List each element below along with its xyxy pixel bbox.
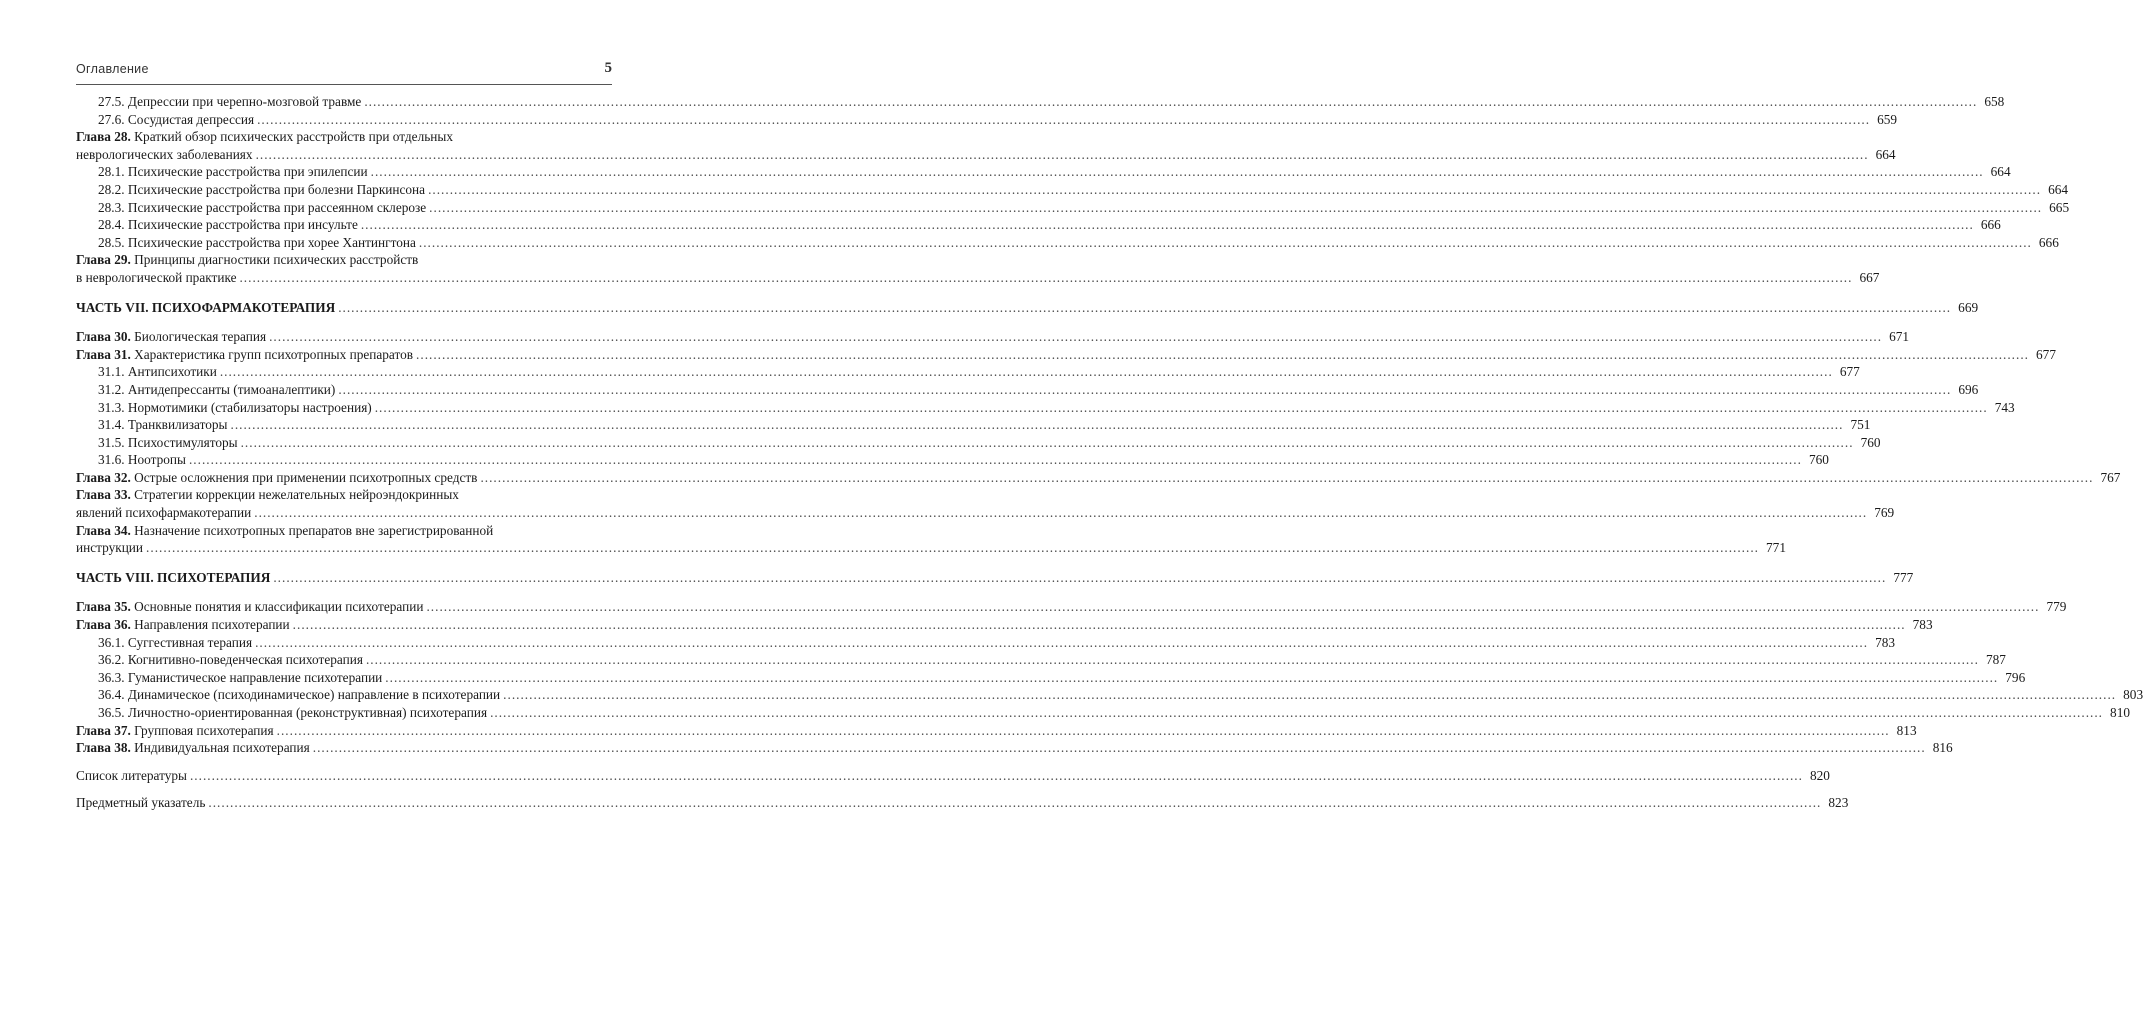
section-number: 28.1. <box>98 164 125 180</box>
toc-entry-text <box>98 669 382 687</box>
dot-leader <box>428 181 2041 199</box>
section-number: 28.3. <box>98 199 125 215</box>
toc-chapter-item[interactable] <box>76 251 1880 286</box>
toc-subsection-item[interactable] <box>76 93 2005 111</box>
toc-entry-text <box>76 346 413 364</box>
toc-entry-text <box>76 739 310 757</box>
dot-leader <box>490 704 2103 722</box>
dot-leader <box>375 399 1988 417</box>
toc-subsection-item[interactable] <box>76 199 2070 217</box>
dot-leader <box>429 199 2042 217</box>
section-title: Психические расстройства при рассеянном склерозе <box>127 199 427 215</box>
toc-entry-text <box>98 704 487 722</box>
chapter-label: Глава 31. <box>76 346 131 362</box>
toc-entry-text <box>76 598 423 616</box>
toc-line <box>76 616 1933 634</box>
toc-line <box>76 299 1979 317</box>
chapter-title-line <box>76 486 612 504</box>
toc-entry-text <box>98 234 416 252</box>
toc-subsection-item[interactable] <box>76 381 1979 399</box>
toc-page-number: 665 <box>2049 199 2070 215</box>
toc-line <box>76 328 1910 346</box>
toc-line <box>98 199 2070 217</box>
toc-line <box>76 794 1849 812</box>
toc-back-matter-item[interactable] <box>76 794 1849 812</box>
toc-subsection-item[interactable] <box>76 111 1898 129</box>
chapter-label: Глава 34. <box>76 522 131 538</box>
toc-subsection-item[interactable] <box>76 216 2001 234</box>
section-number: 28.5. <box>98 234 125 250</box>
chapter-title: Назначение психотропных препаратов вне зарегистрированной <box>134 522 494 538</box>
chapter-label: Глава 30. <box>76 329 131 345</box>
toc-line <box>98 363 1860 381</box>
toc-line <box>76 722 1917 740</box>
section-number: 31.1. <box>98 364 125 380</box>
toc-entry-text <box>98 434 238 452</box>
chapter-title: Принципы диагностики психических расстройств <box>134 252 419 268</box>
dot-leader <box>419 234 2032 252</box>
section-number: 31.5. <box>98 434 125 450</box>
dot-leader <box>146 539 1759 557</box>
dot-leader <box>241 434 1854 452</box>
toc-page-number: 820 <box>1809 767 1830 783</box>
dot-leader <box>366 651 1979 669</box>
section-number: 36.2. <box>98 652 125 668</box>
toc-page-number: 666 <box>2038 234 2059 250</box>
toc-subsection-item[interactable] <box>76 399 2015 417</box>
toc-entry-text <box>98 199 426 217</box>
header-rule <box>76 84 612 85</box>
toc-subsection-item[interactable] <box>76 363 1860 381</box>
section-title: Депрессии при черепно-мозговой травме <box>127 94 362 109</box>
toc-line <box>98 216 2001 234</box>
toc-page-number: 677 <box>2036 346 2056 362</box>
toc-entry-text: Список литературы <box>76 767 187 783</box>
toc-subsection-item[interactable] <box>76 704 2130 722</box>
toc-line <box>98 416 1871 434</box>
chapter-title: Индивидуальная психотерапия <box>134 740 310 756</box>
toc-entry-text: неврологических заболеваниях <box>76 146 253 162</box>
toc-entry-text <box>76 722 274 740</box>
toc-chapter-item[interactable] <box>76 486 1895 521</box>
section-number: 31.4. <box>98 417 125 433</box>
dot-leader <box>416 346 2029 364</box>
toc-chapter-item[interactable] <box>76 598 2067 616</box>
section-number: 31.6. <box>98 452 125 468</box>
section-title: Личностно-ориентированная (реконструктивная) психотерапия <box>127 705 488 720</box>
toc-page-number: 769 <box>1874 505 1895 521</box>
toc-entry-text <box>98 651 363 669</box>
chapter-title-line <box>76 128 612 146</box>
toc-subsection-item[interactable] <box>76 634 1896 652</box>
section-spacer <box>76 287 612 299</box>
section-title: Психические расстройства при эпилепсии <box>127 164 368 180</box>
toc-page-number: 760 <box>1860 434 1881 450</box>
dot-leader <box>426 598 2039 616</box>
section-title: Суггестивная терапия <box>127 634 253 650</box>
section-title: Когнитивно-поведенческая психотерапия <box>127 652 363 668</box>
section-title: Психические расстройства при хорее Хантингтона <box>127 234 416 250</box>
toc-page-number: 667 <box>1859 269 1880 285</box>
section-title: Антидепрессанты (тимоаналептики) <box>127 381 336 397</box>
toc-page-number: 760 <box>1808 452 1829 468</box>
toc-entry-text <box>76 469 477 487</box>
toc-entry-text: Предметный указатель <box>76 795 206 811</box>
toc-line <box>76 469 2121 487</box>
toc-entry-text: инструкции <box>76 540 144 556</box>
toc-entry-text <box>98 634 252 652</box>
toc-entry-text <box>98 399 372 417</box>
chapter-label: Глава 37. <box>76 722 131 738</box>
toc-chapter-item[interactable] <box>76 469 2121 487</box>
toc-chapter-item[interactable] <box>76 722 1917 740</box>
toc-page-number: 664 <box>1875 146 1896 162</box>
section-number: 36.3. <box>98 669 125 685</box>
dot-leader <box>231 416 1844 434</box>
section-number: 31.3. <box>98 399 125 415</box>
dot-leader <box>269 328 1882 346</box>
page-number: 5 <box>604 60 612 76</box>
table-of-contents <box>76 93 2143 812</box>
toc-back-matter-item[interactable] <box>76 767 1830 785</box>
toc-chapter-item[interactable] <box>76 128 1896 163</box>
chapter-title-line <box>76 251 612 269</box>
toc-page-number: 783 <box>1875 634 1896 650</box>
dot-leader <box>256 146 1869 164</box>
chapter-label: Глава 38. <box>76 740 131 756</box>
toc-line <box>76 539 1786 557</box>
toc-subsection-item[interactable] <box>76 181 2069 199</box>
toc-entry-text <box>98 216 358 234</box>
chapter-title: Характеристика групп психотропных препаратов <box>134 346 414 362</box>
chapter-title: Групповая психотерапия <box>134 722 274 738</box>
toc-page-number: 779 <box>2046 599 2067 615</box>
dot-leader <box>190 767 1803 785</box>
toc-entry-text <box>98 381 335 399</box>
section-number: 36.5. <box>98 705 125 720</box>
toc-subsection-item[interactable] <box>76 416 1871 434</box>
section-spacer <box>76 316 612 328</box>
toc-entry-text <box>98 416 228 434</box>
dot-leader <box>293 616 1906 634</box>
dot-leader <box>254 504 1867 522</box>
toc-page-number: 671 <box>1889 329 1910 345</box>
section-spacer <box>76 784 612 794</box>
section-title: Психостимуляторы <box>127 434 238 450</box>
toc-entry-text: ЧАСТЬ VIII. ПСИХОТЕРАПИЯ <box>76 569 271 585</box>
toc-entry-text <box>76 616 290 634</box>
dot-leader <box>257 111 1870 129</box>
toc-page-number: 783 <box>1912 617 1933 633</box>
toc-subsection-item[interactable] <box>76 234 2059 252</box>
chapter-label: Глава 29. <box>76 252 131 268</box>
section-number: 27.6. <box>98 111 125 127</box>
section-number: 31.2. <box>98 381 125 397</box>
toc-entry-text <box>76 328 266 346</box>
toc-subsection-item[interactable] <box>76 669 2026 687</box>
dot-leader <box>239 269 1852 287</box>
toc-page-number: 796 <box>2005 669 2026 685</box>
toc-line <box>98 651 2006 669</box>
toc-page-number: 666 <box>1980 217 2001 233</box>
section-spacer <box>76 557 612 569</box>
toc-entry-text <box>98 451 186 469</box>
toc-page-number: 771 <box>1766 540 1786 556</box>
chapter-title: Стратегии коррекции нежелательных нейроэндокринных <box>134 487 459 503</box>
toc-line <box>76 269 1880 287</box>
toc-part-heading[interactable] <box>76 569 1914 587</box>
toc-entry-text <box>98 363 217 381</box>
toc-line <box>98 234 2059 252</box>
dot-leader <box>371 163 1984 181</box>
toc-line <box>76 504 1895 522</box>
toc-entry-text: в неврологической практике <box>76 269 237 285</box>
toc-entry-text <box>98 111 254 129</box>
section-number: 28.2. <box>98 181 125 197</box>
chapter-title: Направления психотерапии <box>134 617 290 633</box>
toc-subsection-item[interactable] <box>76 686 2143 704</box>
toc-line <box>98 451 1829 469</box>
toc-subsection-item[interactable] <box>76 163 2011 181</box>
chapter-label: Глава 36. <box>76 617 131 633</box>
toc-line <box>98 634 1896 652</box>
toc-line <box>76 146 1896 164</box>
toc-chapter-item[interactable] <box>76 739 1953 757</box>
toc-line <box>98 669 2026 687</box>
section-title: Сосудистая депрессия <box>127 111 255 127</box>
dot-leader <box>364 93 1977 111</box>
toc-line <box>98 399 2015 417</box>
toc-line <box>76 346 2056 364</box>
chapter-title: Острые осложнения при применении психотропных средств <box>134 469 478 485</box>
toc-line <box>98 163 2011 181</box>
section-number: 28.4. <box>98 217 125 233</box>
chapter-title: Основные понятия и классификации психотерапии <box>134 599 424 615</box>
dot-leader <box>361 216 1974 234</box>
dot-leader <box>189 451 1802 469</box>
chapter-label: Глава 33. <box>76 487 131 503</box>
toc-page-number: 823 <box>1828 795 1849 811</box>
toc-line <box>76 598 2067 616</box>
toc-line <box>98 111 1898 129</box>
toc-page-number: 664 <box>1990 164 2011 180</box>
toc-line <box>98 93 2005 111</box>
toc-page-number: 658 <box>1984 94 2005 109</box>
dot-leader <box>480 469 2093 487</box>
section-title: Психические расстройства при инсульте <box>127 217 358 233</box>
section-title: Антипсихотики <box>127 364 217 380</box>
toc-line <box>98 181 2069 199</box>
toc-entry-text <box>98 163 368 181</box>
section-spacer <box>76 586 612 598</box>
section-title: Нормотимики (стабилизаторы настроения) <box>127 399 372 415</box>
toc-page-number: 816 <box>1932 740 1953 756</box>
toc-page-number: 669 <box>1958 299 1979 315</box>
toc-entry-text <box>98 181 425 199</box>
section-number: 36.1. <box>98 634 125 650</box>
toc-entry-text <box>98 686 500 704</box>
dot-leader <box>313 739 1926 757</box>
toc-line <box>98 434 1881 452</box>
chapter-title-line <box>76 522 612 540</box>
dot-leader <box>338 299 1951 317</box>
chapter-label: Глава 35. <box>76 599 131 615</box>
section-title: Психические расстройства при болезни Паркинсона <box>127 181 426 197</box>
running-header-title: Оглавление <box>76 62 149 76</box>
toc-page-number: 787 <box>1985 652 2006 668</box>
section-title: Ноотропы <box>127 452 186 468</box>
toc-page-number: 696 <box>1958 381 1979 397</box>
toc-chapter-item[interactable] <box>76 328 1910 346</box>
section-title: Динамическое (психодинамическое) направление в психотерапии <box>127 687 501 703</box>
toc-chapter-item[interactable] <box>76 616 1933 634</box>
chapter-title: Биологическая терапия <box>134 329 267 345</box>
toc-line <box>98 704 2130 722</box>
toc-entry-text <box>98 93 361 111</box>
chapter-title: Краткий обзор психических расстройств при отдельных <box>134 129 453 145</box>
toc-subsection-item[interactable] <box>76 651 2006 669</box>
dot-leader <box>385 669 1998 687</box>
dot-leader <box>220 363 1833 381</box>
toc-line <box>98 686 2143 704</box>
toc-subsection-item[interactable] <box>76 451 1829 469</box>
section-spacer <box>76 757 612 767</box>
chapter-label: Глава 32. <box>76 469 131 485</box>
toc-page-number: 767 <box>2100 469 2121 485</box>
toc-page-number: 677 <box>1839 364 1860 380</box>
toc-page-number: 743 <box>1994 399 2015 415</box>
toc-part-heading[interactable] <box>76 299 1979 317</box>
dot-leader <box>255 634 1868 652</box>
toc-entry-text: явлений психофармакотерапии <box>76 505 252 521</box>
toc-page-number: 810 <box>2110 705 2130 720</box>
toc-page-number: 777 <box>1893 569 1914 585</box>
toc-chapter-item[interactable] <box>76 346 2056 364</box>
toc-page-number: 803 <box>2123 687 2143 703</box>
toc-page-number: 664 <box>2048 181 2069 197</box>
toc-page-number: 751 <box>1850 417 1871 433</box>
toc-subsection-item[interactable] <box>76 434 1881 452</box>
section-number: 27.5. <box>98 94 125 109</box>
dot-leader <box>503 686 2116 704</box>
dot-leader <box>208 794 1821 812</box>
toc-page-number: 813 <box>1896 722 1917 738</box>
dot-leader <box>338 381 1951 399</box>
running-header <box>76 60 612 80</box>
chapter-label: Глава 28. <box>76 129 131 145</box>
toc-line <box>76 569 1914 587</box>
section-title: Гуманистическое направление психотерапии <box>127 669 383 685</box>
toc-page-number: 659 <box>1877 111 1898 127</box>
toc-chapter-item[interactable] <box>76 522 1786 557</box>
section-title: Транквилизаторы <box>127 417 228 433</box>
toc-line <box>76 739 1953 757</box>
toc-line <box>76 767 1830 785</box>
section-number: 36.4. <box>98 687 125 703</box>
dot-leader <box>273 569 1886 587</box>
book-page <box>76 60 2143 812</box>
dot-leader <box>277 722 1890 740</box>
toc-entry-text: ЧАСТЬ VII. ПСИХОФАРМАКОТЕРАПИЯ <box>76 299 336 315</box>
toc-line <box>98 381 1979 399</box>
